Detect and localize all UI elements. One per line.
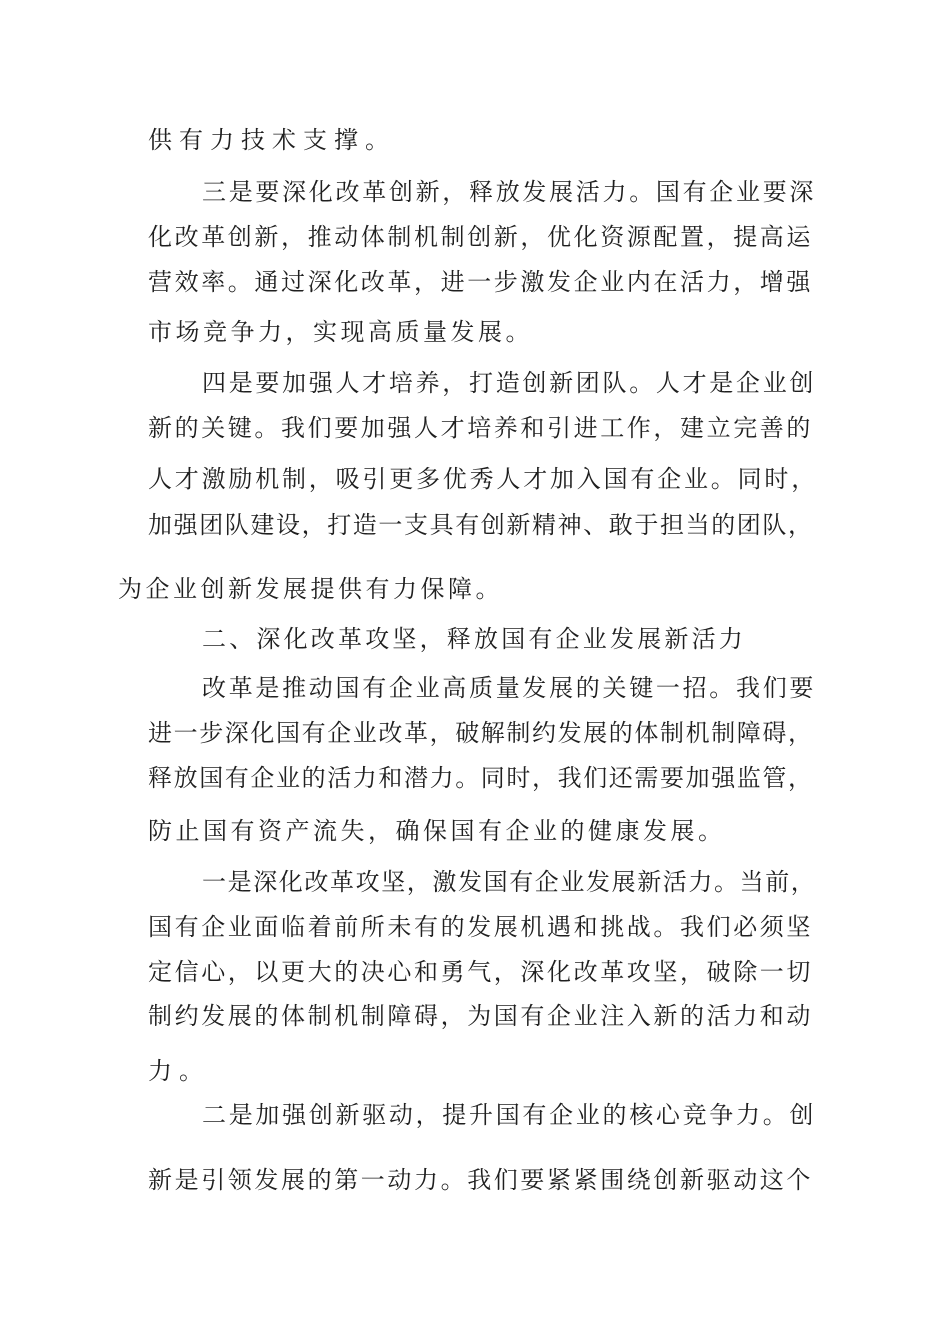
text-line: 加强团队建设，打造一支具有创新精神、敢于担当的团队， (148, 511, 814, 539)
text-line: 四是要加强人才培养，打造创新团队。人才是企业创 (202, 369, 817, 397)
text-line: 防止国有资产流失，确保国有企业的健康发展。 (148, 817, 726, 845)
text-line: 新的关键。我们要加强人才培养和引进工作，建立完善的 (148, 414, 813, 442)
text-line: 市场竞争力，实现高质量发展。 (148, 318, 533, 346)
text-line: 化改革创新，推动体制机制创新，优化资源配置，提高运 (148, 223, 813, 251)
text-line: 进一步深化国有企业改革，破解制约发展的体制机制障碍， (148, 719, 814, 747)
text-line: 改革是推动国有企业高质量发展的关键一招。我们要 (202, 674, 817, 702)
text-line: 营效率。通过深化改革，进一步激发企业内在活力，增强 (148, 268, 813, 296)
section-heading: 二、深化改革攻坚，释放国有企业发展新活力 (202, 625, 746, 653)
text-line: 制约发展的体制机制障碍，为国有企业注入新的活力和动 (148, 1002, 813, 1030)
text-line: 释放国有企业的活力和潜力。同时，我们还需要加强监管， (148, 764, 814, 792)
text-line: 新是引领发展的第一动力。我们要紧紧围绕创新驱动这个 (148, 1166, 813, 1194)
text-line: 三是要深化改革创新，释放发展活力。国有企业要深 (202, 178, 817, 206)
text-line: 二是加强创新驱动，提升国有企业的核心竞争力。创 (202, 1101, 817, 1129)
text-line: 国有企业面临着前所未有的发展机遇和挑战。我们必须坚 (148, 913, 813, 941)
text-line: 人才激励机制，吸引更多优秀人才加入国有企业。同时， (148, 465, 818, 493)
text-line: 供有力技术支撑。 (148, 126, 396, 154)
text-line: 一是深化改革攻坚，激发国有企业发展新活力。当前， (202, 868, 817, 896)
text-line: 力。 (148, 1057, 210, 1085)
text-line: 为企业创新发展提供有力保障。 (118, 575, 503, 603)
text-line: 定信心，以更大的决心和勇气，深化改革攻坚，破除一切 (148, 958, 813, 986)
